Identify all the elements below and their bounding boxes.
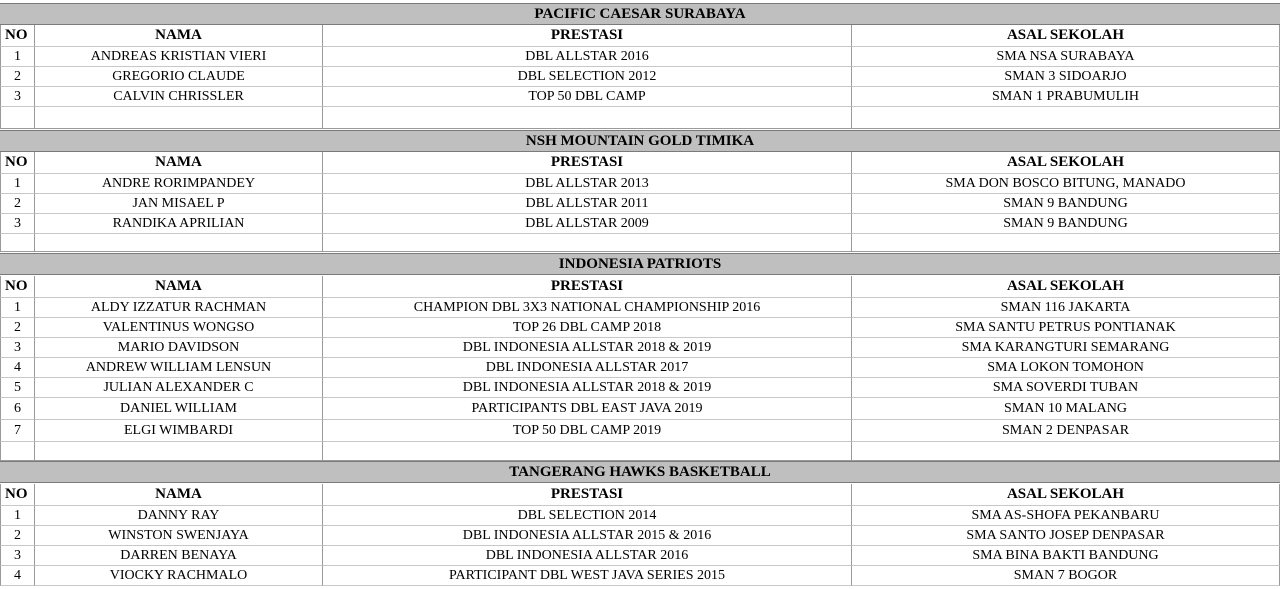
table-row	[0, 420, 1280, 442]
header-prestasi[interactable]: PRESTASI	[323, 152, 852, 174]
column-header-row	[0, 25, 1280, 47]
cell-no[interactable]: 6	[0, 398, 35, 420]
cell-asal-sekolah[interactable]: SMA DON BOSCO BITUNG, MANADO	[852, 174, 1280, 194]
cell-asal-sekolah[interactable]: SMA SANTU PETRUS PONTIANAK	[852, 318, 1280, 338]
cell-asal-sekolah[interactable]: SMA SOVERDI TUBAN	[852, 378, 1280, 398]
cell-nama[interactable]: ANDREAS KRISTIAN VIERI	[35, 47, 323, 67]
cell-no[interactable]: 2	[0, 526, 35, 546]
cell-asal-sekolah[interactable]: SMA AS-SHOFA PEKANBARU	[852, 506, 1280, 526]
empty-cell[interactable]	[0, 107, 35, 129]
cell-asal-sekolah[interactable]: SMA LOKON TOMOHON	[852, 358, 1280, 378]
cell-prestasi[interactable]: TOP 50 DBL CAMP	[323, 87, 852, 107]
cell-prestasi[interactable]: DBL INDONESIA ALLSTAR 2018 & 2019	[323, 378, 852, 398]
cell-no[interactable]: 3	[0, 87, 35, 107]
empty-cell[interactable]	[852, 442, 1280, 461]
empty-cell[interactable]	[323, 107, 852, 129]
cell-nama[interactable]: VALENTINUS WONGSO	[35, 318, 323, 338]
header-asal-sekolah[interactable]: ASAL SEKOLAH	[852, 484, 1280, 506]
cell-prestasi[interactable]: DBL SELECTION 2014	[323, 506, 852, 526]
header-nama[interactable]: NAMA	[35, 276, 323, 298]
cell-prestasi[interactable]: DBL ALLSTAR 2013	[323, 174, 852, 194]
empty-cell[interactable]	[35, 234, 323, 252]
cell-no[interactable]: 2	[0, 67, 35, 87]
empty-cell[interactable]	[323, 442, 852, 461]
empty-row	[0, 234, 1280, 252]
cell-prestasi[interactable]: DBL ALLSTAR 2016	[323, 47, 852, 67]
header-no[interactable]: NO	[0, 152, 35, 174]
cell-no[interactable]: 1	[0, 47, 35, 67]
cell-no[interactable]: 3	[0, 338, 35, 358]
cell-nama[interactable]: JAN MISAEL P	[35, 194, 323, 214]
cell-prestasi[interactable]: DBL INDONESIA ALLSTAR 2017	[323, 358, 852, 378]
cell-prestasi[interactable]: DBL INDONESIA ALLSTAR 2015 & 2016	[323, 526, 852, 546]
cell-asal-sekolah[interactable]: SMAN 2 DENPASAR	[852, 420, 1280, 442]
cell-no[interactable]: 1	[0, 174, 35, 194]
table-row	[0, 298, 1280, 318]
cell-prestasi[interactable]: CHAMPION DBL 3X3 NATIONAL CHAMPIONSHIP 2016	[323, 298, 852, 318]
cell-no[interactable]: 2	[0, 194, 35, 214]
cell-no[interactable]: 1	[0, 298, 35, 318]
cell-asal-sekolah[interactable]: SMAN 10 MALANG	[852, 398, 1280, 420]
cell-no[interactable]: 3	[0, 214, 35, 234]
team-title: PACIFIC CAESAR SURABAYA	[0, 3, 1280, 25]
cell-prestasi[interactable]: TOP 50 DBL CAMP 2019	[323, 420, 852, 442]
cell-prestasi[interactable]: PARTICIPANT DBL WEST JAVA SERIES 2015	[323, 566, 852, 586]
cell-nama[interactable]: DARREN BENAYA	[35, 546, 323, 566]
team-title: INDONESIA PATRIOTS	[0, 253, 1280, 275]
cell-no[interactable]: 4	[0, 358, 35, 378]
empty-cell[interactable]	[323, 234, 852, 252]
header-asal-sekolah[interactable]: ASAL SEKOLAH	[852, 152, 1280, 174]
cell-asal-sekolah[interactable]: SMA SANTO JOSEP DENPASAR	[852, 526, 1280, 546]
table-row	[0, 526, 1280, 546]
cell-prestasi[interactable]: DBL ALLSTAR 2009	[323, 214, 852, 234]
cell-asal-sekolah[interactable]: SMAN 9 BANDUNG	[852, 194, 1280, 214]
empty-cell[interactable]	[35, 442, 323, 461]
cell-nama[interactable]: ALDY IZZATUR RACHMAN	[35, 298, 323, 318]
cell-nama[interactable]: ELGI WIMBARDI	[35, 420, 323, 442]
table-row	[0, 194, 1280, 214]
empty-cell[interactable]	[852, 234, 1280, 252]
cell-asal-sekolah[interactable]: SMAN 3 SIDOARJO	[852, 67, 1280, 87]
cell-nama[interactable]: CALVIN CHRISSLER	[35, 87, 323, 107]
header-nama[interactable]: NAMA	[35, 484, 323, 506]
column-header-row	[0, 152, 1280, 174]
empty-cell[interactable]	[852, 107, 1280, 129]
cell-no[interactable]: 4	[0, 566, 35, 586]
header-no[interactable]: NO	[0, 276, 35, 298]
table-row	[0, 174, 1280, 194]
header-prestasi[interactable]: PRESTASI	[323, 484, 852, 506]
cell-nama[interactable]: RANDIKA APRILIAN	[35, 214, 323, 234]
cell-prestasi[interactable]: DBL ALLSTAR 2011	[323, 194, 852, 214]
cell-asal-sekolah[interactable]: SMAN 7 BOGOR	[852, 566, 1280, 586]
cell-no[interactable]: 3	[0, 546, 35, 566]
table-row	[0, 214, 1280, 234]
cell-nama[interactable]: MARIO DAVIDSON	[35, 338, 323, 358]
cell-prestasi[interactable]: TOP 26 DBL CAMP 2018	[323, 318, 852, 338]
cell-no[interactable]: 5	[0, 378, 35, 398]
header-asal-sekolah[interactable]: ASAL SEKOLAH	[852, 25, 1280, 47]
header-no[interactable]: NO	[0, 484, 35, 506]
table-row	[0, 506, 1280, 526]
cell-asal-sekolah[interactable]: SMAN 9 BANDUNG	[852, 214, 1280, 234]
cell-nama[interactable]: WINSTON SWENJAYA	[35, 526, 323, 546]
header-no[interactable]: NO	[0, 25, 35, 47]
cell-nama[interactable]: VIOCKY RACHMALO	[35, 566, 323, 586]
team-title: NSH MOUNTAIN GOLD TIMIKA	[0, 130, 1280, 152]
cell-asal-sekolah[interactable]: SMA NSA SURABAYA	[852, 47, 1280, 67]
header-nama[interactable]: NAMA	[35, 152, 323, 174]
cell-prestasi[interactable]: DBL INDONESIA ALLSTAR 2016	[323, 546, 852, 566]
cell-asal-sekolah[interactable]: SMA BINA BAKTI BANDUNG	[852, 546, 1280, 566]
cell-no[interactable]: 7	[0, 420, 35, 442]
cell-no[interactable]: 2	[0, 318, 35, 338]
empty-row	[0, 107, 1280, 129]
table-row	[0, 318, 1280, 338]
cell-asal-sekolah[interactable]: SMAN 1 PRABUMULIH	[852, 87, 1280, 107]
table-row	[0, 358, 1280, 378]
table-row	[0, 67, 1280, 87]
cell-prestasi[interactable]: DBL INDONESIA ALLSTAR 2018 & 2019	[323, 338, 852, 358]
cell-prestasi[interactable]: PARTICIPANTS DBL EAST JAVA 2019	[323, 398, 852, 420]
cell-nama[interactable]: JULIAN ALEXANDER C	[35, 378, 323, 398]
empty-cell[interactable]	[0, 442, 35, 461]
header-prestasi[interactable]: PRESTASI	[323, 25, 852, 47]
table-row	[0, 338, 1280, 358]
empty-cell[interactable]	[0, 234, 35, 252]
header-asal-sekolah[interactable]: ASAL SEKOLAH	[852, 276, 1280, 298]
table-row	[0, 378, 1280, 398]
column-header-row	[0, 484, 1280, 506]
table-row	[0, 546, 1280, 566]
column-header-row	[0, 276, 1280, 298]
cell-nama[interactable]: ANDREW WILLIAM LENSUN	[35, 358, 323, 378]
header-prestasi[interactable]: PRESTASI	[323, 276, 852, 298]
cell-no[interactable]: 1	[0, 506, 35, 526]
cell-nama[interactable]: DANNY RAY	[35, 506, 323, 526]
cell-nama[interactable]: DANIEL WILLIAM	[35, 398, 323, 420]
team-title: TANGERANG HAWKS BASKETBALL	[0, 461, 1280, 483]
table-row	[0, 87, 1280, 107]
empty-row	[0, 442, 1280, 461]
table-row	[0, 398, 1280, 420]
cell-asal-sekolah[interactable]: SMA KARANGTURI SEMARANG	[852, 338, 1280, 358]
header-nama[interactable]: NAMA	[35, 25, 323, 47]
cell-prestasi[interactable]: DBL SELECTION 2012	[323, 67, 852, 87]
empty-cell[interactable]	[35, 107, 323, 129]
cell-asal-sekolah[interactable]: SMAN 116 JAKARTA	[852, 298, 1280, 318]
table-row	[0, 566, 1280, 586]
cell-nama[interactable]: ANDRE RORIMPANDEY	[35, 174, 323, 194]
table-row	[0, 47, 1280, 67]
cell-nama[interactable]: GREGORIO CLAUDE	[35, 67, 323, 87]
